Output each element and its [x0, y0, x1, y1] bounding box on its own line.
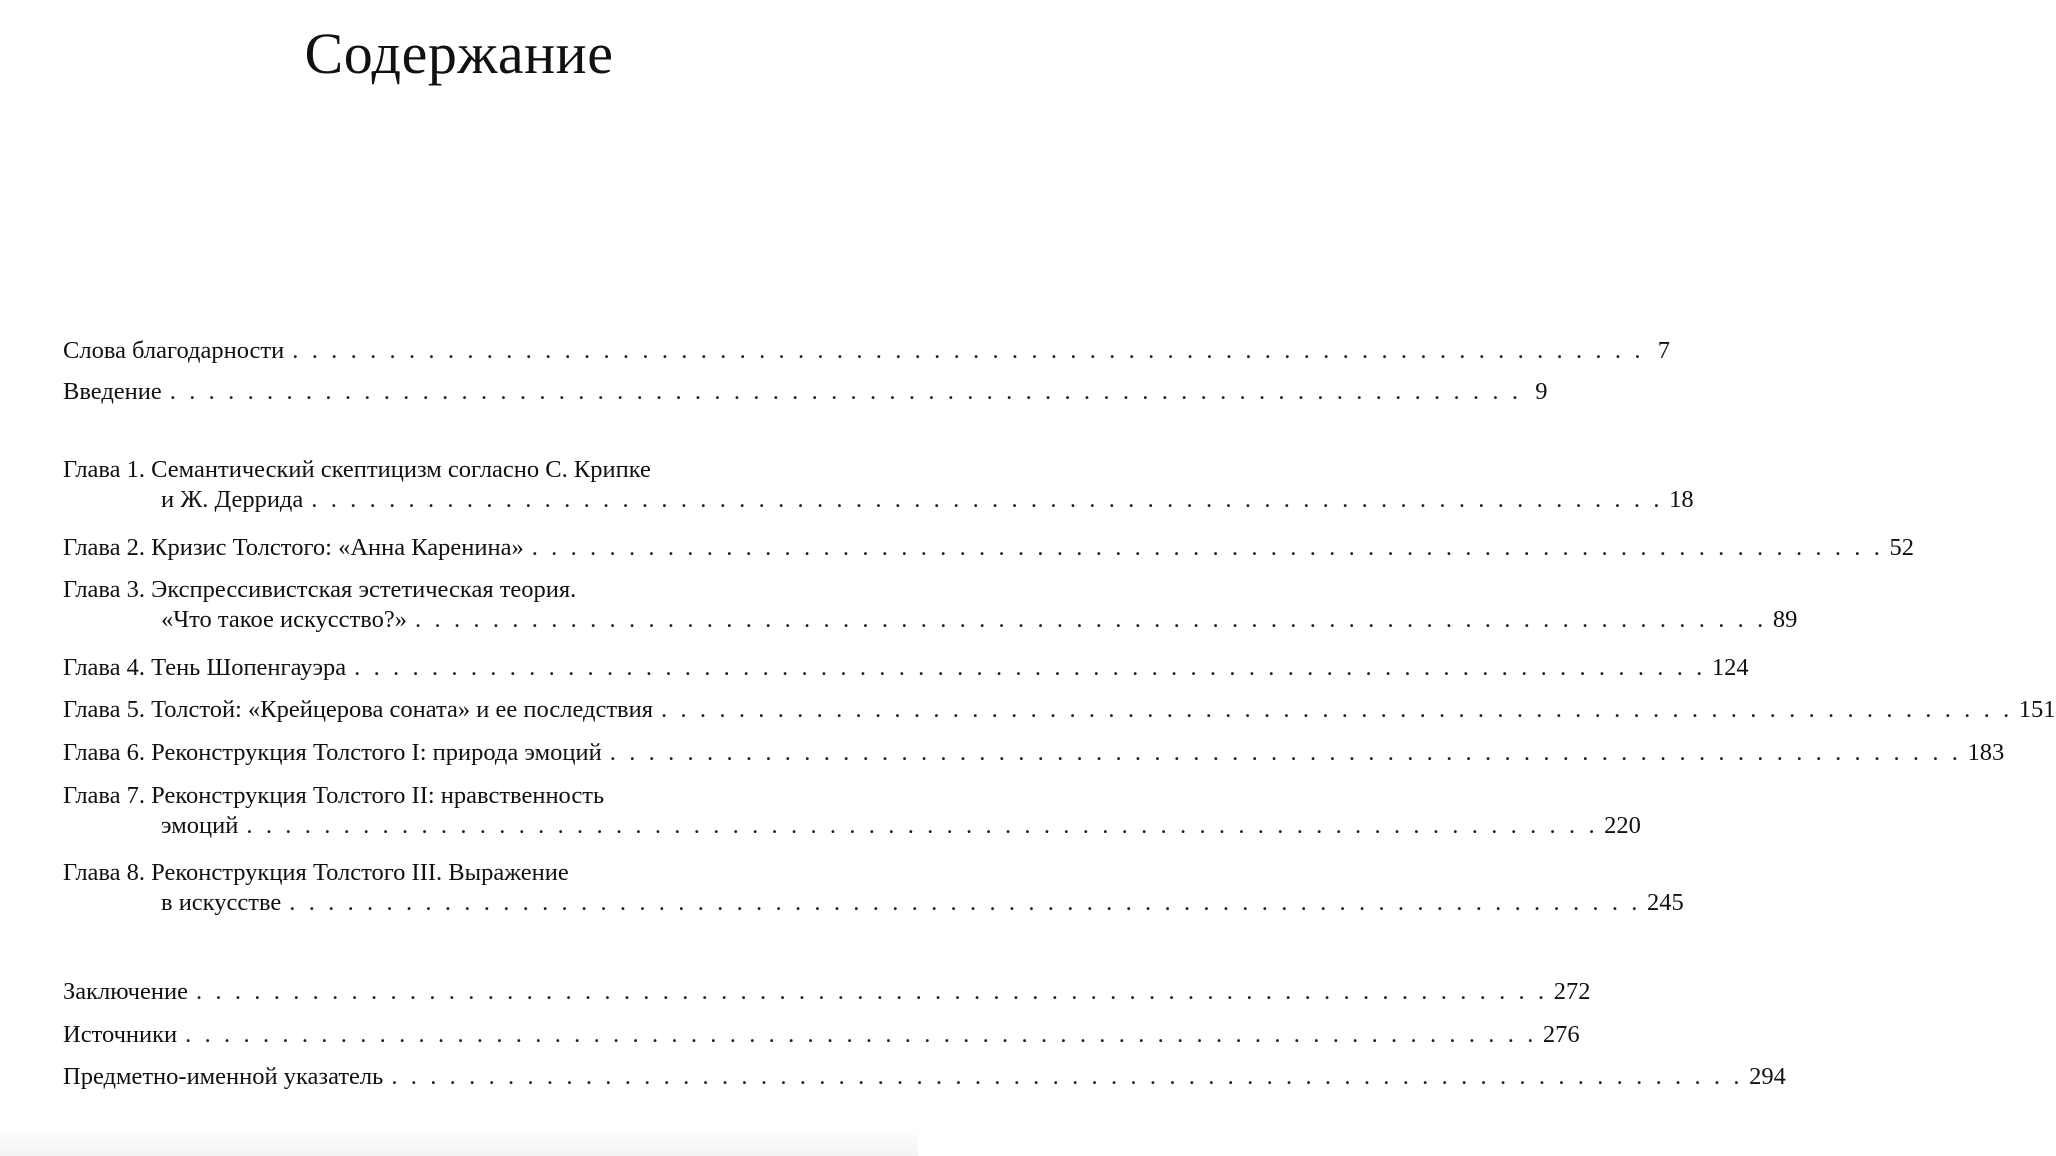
dot-leader: . . . . . . . . . . . . . . . . . . . . . . . . . . . . . . . . . . . . . . . . . . . . . . . . . . . . . . . . . . . . . . . . . . . . . .	[391, 1063, 1744, 1090]
dot-leader: . . . . . . . . . . . . . . . . . . . . . . . . . . . . . . . . . . . . . . . . . . . . . . . . . . . . . . . . . . . . . . . . . . . . . .	[185, 1021, 1537, 1048]
toc-entry-title-continued: и Ж. Деррида	[161, 486, 304, 513]
toc-entry-acknowledgements	[63, 336, 1671, 366]
toc-entry-title: Глава 2. Кризис Толстого: «Анна Каренина»	[63, 534, 524, 561]
dot-leader: . . . . . . . . . . . . . . . . . . . . . . . . . . . . . . . . . . . . . . . . . . . . . . . . . . . . . . . . . . . . . . . . . . . . . .	[354, 654, 1706, 681]
dot-leader: . . . . . . . . . . . . . . . . . . . . . . . . . . . . . . . . . . . . . . . . . . . . . . . . . . . . . . . . . . . . . . . . . . . . . .	[292, 337, 1645, 364]
toc-page-number: 124	[1711, 654, 1749, 681]
toc-entry-sources	[63, 1020, 1580, 1050]
dot-leader: . . . . . . . . . . . . . . . . . . . . . . . . . . . . . . . . . . . . . . . . . . . . . . . . . . . . . . . . . . . . . . . . . . . . . .	[289, 889, 1642, 916]
page-bottom-edge	[0, 1128, 918, 1156]
dot-leader: . . . . . . . . . . . . . . . . . . . . . . . . . . . . . . . . . . . . . . . . . . . . . . . . . . . . . . . . . . . . . . . . . . . . . .	[311, 486, 1664, 513]
toc-page-number: 183	[1967, 739, 2005, 766]
toc-page-number: 272	[1553, 978, 1591, 1005]
toc-entry-chapter-1	[63, 455, 1694, 515]
toc-entry-chapter-3	[63, 575, 1798, 635]
dot-leader: . . . . . . . . . . . . . . . . . . . . . . . . . . . . . . . . . . . . . . . . . . . . . . . . . . . . . . . . . . . . . . . . . . . . . .	[415, 606, 1767, 633]
dot-leader: . . . . . . . . . . . . . . . . . . . . . . . . . . . . . . . . . . . . . . . . . . . . . . . . . . . . . . . . . . . . . . . . . . . . . .	[169, 378, 1522, 405]
toc-page-number: 7	[1657, 337, 1671, 364]
toc-page-number: 89	[1772, 606, 1798, 633]
toc-entry-conclusion	[63, 977, 1591, 1007]
toc-entry-title-continued: эмоций	[161, 812, 239, 839]
toc-page-number: 52	[1889, 534, 1914, 561]
toc-entry-chapter-5	[63, 695, 2056, 725]
toc-page-number: 151	[2018, 696, 2056, 723]
toc-page-number: 276	[1542, 1021, 1580, 1048]
dot-leader: . . . . . . . . . . . . . . . . . . . . . . . . . . . . . . . . . . . . . . . . . . . . . . . . . . . . . . . . . . . . . . . . . . . . . .	[531, 534, 1884, 561]
toc-entry-chapter-4	[63, 653, 1749, 683]
toc-entry-title: Глава 5. Толстой: «Крейцерова соната» и ее последствия	[63, 696, 654, 723]
toc-entry-title: Источники	[63, 1021, 178, 1048]
dot-leader: . . . . . . . . . . . . . . . . . . . . . . . . . . . . . . . . . . . . . . . . . . . . . . . . . . . . . . . . . . . . . . . . . . . . . .	[661, 696, 2013, 723]
toc-entry-title-continued: «Что такое искусство?»	[161, 606, 408, 633]
toc-entry-chapter-7	[63, 781, 1641, 841]
toc-page-number: 9	[1535, 378, 1548, 405]
toc-page-number: 294	[1749, 1063, 1786, 1090]
toc-entry-title: Глава 7. Реконструкция Толстого II: нравственность	[63, 782, 605, 809]
toc-entry-chapter-6	[63, 738, 2005, 768]
toc-page-number: 245	[1647, 889, 1684, 916]
toc-entry-title: Слова благодарности	[63, 337, 285, 364]
toc-entry-title: Предметно-именной указатель	[63, 1063, 384, 1090]
toc-entry-title: Глава 8. Реконструкция Толстого III. Выражение	[63, 859, 569, 886]
toc-entry-title: Заключение	[63, 978, 188, 1005]
toc-entry-title: Глава 6. Реконструкция Толстого I: природа эмоций	[63, 739, 602, 766]
toc-entry-title: Введение	[63, 378, 162, 405]
toc-entry-chapter-8	[63, 858, 1684, 918]
dot-leader: . . . . . . . . . . . . . . . . . . . . . . . . . . . . . . . . . . . . . . . . . . . . . . . . . . . . . . . . . . . . . . . . . . . . . .	[195, 978, 1548, 1005]
dot-leader: . . . . . . . . . . . . . . . . . . . . . . . . . . . . . . . . . . . . . . . . . . . . . . . . . . . . . . . . . . . . . . . . . . . . . .	[609, 739, 1962, 766]
toc-entry-index	[63, 1062, 1786, 1092]
toc-page-number: 18	[1669, 486, 1694, 513]
page-title: Содержание	[304, 21, 614, 86]
toc-entry-title: Глава 1. Семантический скептицизм согласно С. Крипке	[63, 456, 651, 483]
toc-entry-introduction	[63, 377, 1548, 407]
toc-entry-title: Глава 3. Экспрессивистская эстетическая теория.	[63, 576, 577, 603]
toc-entry-title: Глава 4. Тень Шопенгауэра	[63, 654, 347, 681]
toc-page-number: 220	[1604, 812, 1641, 839]
toc-entry-title-continued: в искусстве	[161, 889, 282, 916]
dot-leader: . . . . . . . . . . . . . . . . . . . . . . . . . . . . . . . . . . . . . . . . . . . . . . . . . . . . . . . . . . . . . . . . . . . . . .	[246, 812, 1599, 839]
toc-entry-chapter-2	[63, 533, 1914, 563]
